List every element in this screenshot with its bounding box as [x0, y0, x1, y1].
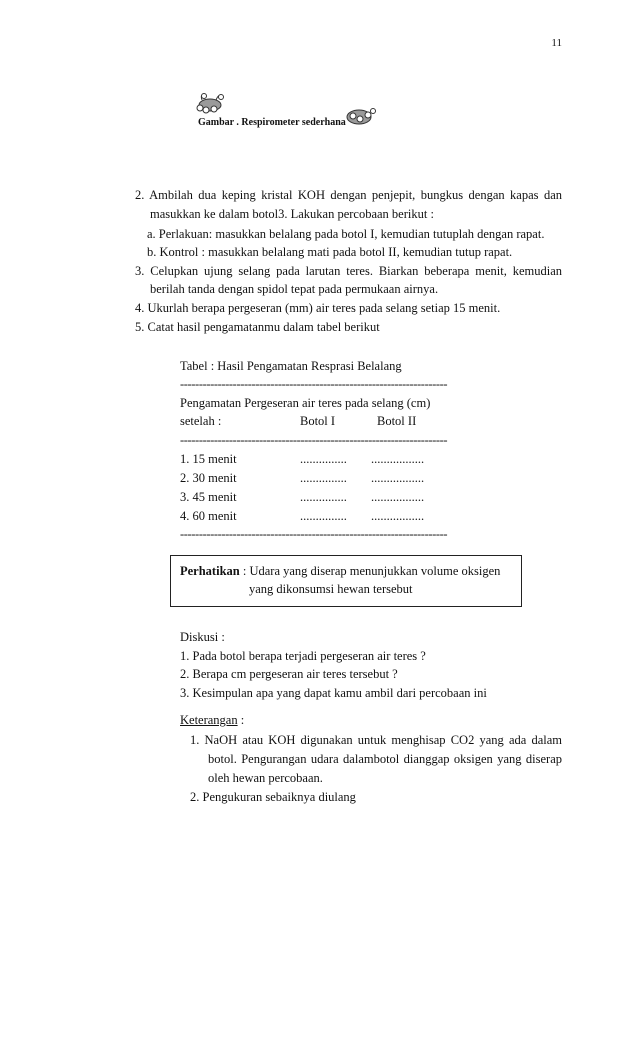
step-2-line-2: masukkan ke dalam botol3. Lakukan percobaan berikut : — [150, 207, 434, 221]
table-row-label: 2. 30 menit — [180, 471, 237, 485]
table-row-label: 4. 60 menit — [180, 509, 237, 523]
discussion-heading: Diskusi : — [180, 630, 225, 644]
table-cell-botol-2: ................. — [371, 490, 425, 504]
note-1-line-3: oleh hewan percobaan. — [208, 771, 323, 785]
table-divider: ----------------------------------------------------------------------- — [180, 433, 448, 447]
table-cell-botol-1: ............... — [300, 490, 347, 504]
insect-icon — [192, 92, 232, 118]
notice-line-2: yang dikonsumsi hewan tersebut — [249, 582, 413, 596]
table-cell-botol-1: ............... — [300, 452, 347, 466]
table-divider: ----------------------------------------------------------------------- — [180, 527, 448, 541]
table-row-label: 3. 45 menit — [180, 490, 237, 504]
table-divider: ----------------------------------------------------------------------- — [180, 377, 448, 391]
table-col-botol-1: Botol I — [300, 414, 336, 428]
notice-line-1 — [180, 563, 500, 579]
insect-icon — [344, 104, 378, 128]
note-1-line-1: 1. NaOH atau KOH digunakan untuk menghisap CO2 yang ada dalam — [190, 733, 562, 747]
table-cell-botol-2: ................. — [371, 471, 425, 485]
notice-text-1: : Udara yang diserap menunjukkan volume oksigen — [239, 564, 501, 578]
step-2-line-1: 2. Ambilah dua keping kristal KOH dengan penjepit, bungkus dengan kapas dan — [135, 188, 562, 202]
step-3-line-1: 3. Celupkan ujung selang pada larutan teres. Biarkan beberapa menit, kemudian — [135, 264, 562, 278]
step-5: 5. Catat hasil pengamatanmu dalam tabel berikut — [135, 320, 380, 334]
page-number: 11 — [551, 37, 562, 49]
note-1-line-2: botol. Pengurangan udara dalambotol dianggap oksigen yang diserap — [208, 752, 562, 766]
table-cell-botol-1: ............... — [300, 509, 347, 523]
step-2a: a. Perlakuan: masukkan belalang pada botol I, kemudian tutuplah dengan rapat. — [147, 227, 545, 241]
discussion-item: 2. Berapa cm pergeseran air teres tersebut ? — [180, 667, 398, 681]
step-4: 4. Ukurlah berapa pergeseran (mm) air teres pada selang setiap 15 menit. — [135, 301, 501, 315]
discussion-item: 3. Kesimpulan apa yang dapat kamu ambil dari percobaan ini — [180, 686, 487, 700]
notice-label: Perhatikan — [180, 564, 240, 578]
discussion-item: 1. Pada botol berapa terjadi pergeseran air teres ? — [180, 649, 426, 663]
figure-caption: Gambar . Respirometer sederhana — [198, 117, 346, 128]
table-cell-botol-1: ............... — [300, 471, 347, 485]
table-header-1: Pengamatan Pergeseran air teres pada selang (cm) — [180, 396, 431, 410]
step-2b: b. Kontrol : masukkan belalang mati pada botol II, kemudian tutup rapat. — [147, 245, 513, 259]
table-row-label: 1. 15 menit — [180, 452, 237, 466]
notes-heading: Keterangan — [180, 713, 238, 727]
notes-colon: : — [237, 713, 245, 727]
note-2: 2. Pengukuran sebaiknya diulang — [190, 790, 356, 804]
notes-heading-line — [180, 712, 244, 728]
table-col-botol-2: Botol II — [377, 414, 417, 428]
table-cell-botol-2: ................. — [371, 452, 425, 466]
table-title: Tabel : Hasil Pengamatan Resprasi Belalang — [180, 359, 402, 373]
table-cell-botol-2: ................. — [371, 509, 425, 523]
step-3-line-2: berilah tanda dengan spidol tepat pada permukaan airnya. — [150, 282, 439, 296]
table-header-label: setelah : — [180, 414, 222, 428]
